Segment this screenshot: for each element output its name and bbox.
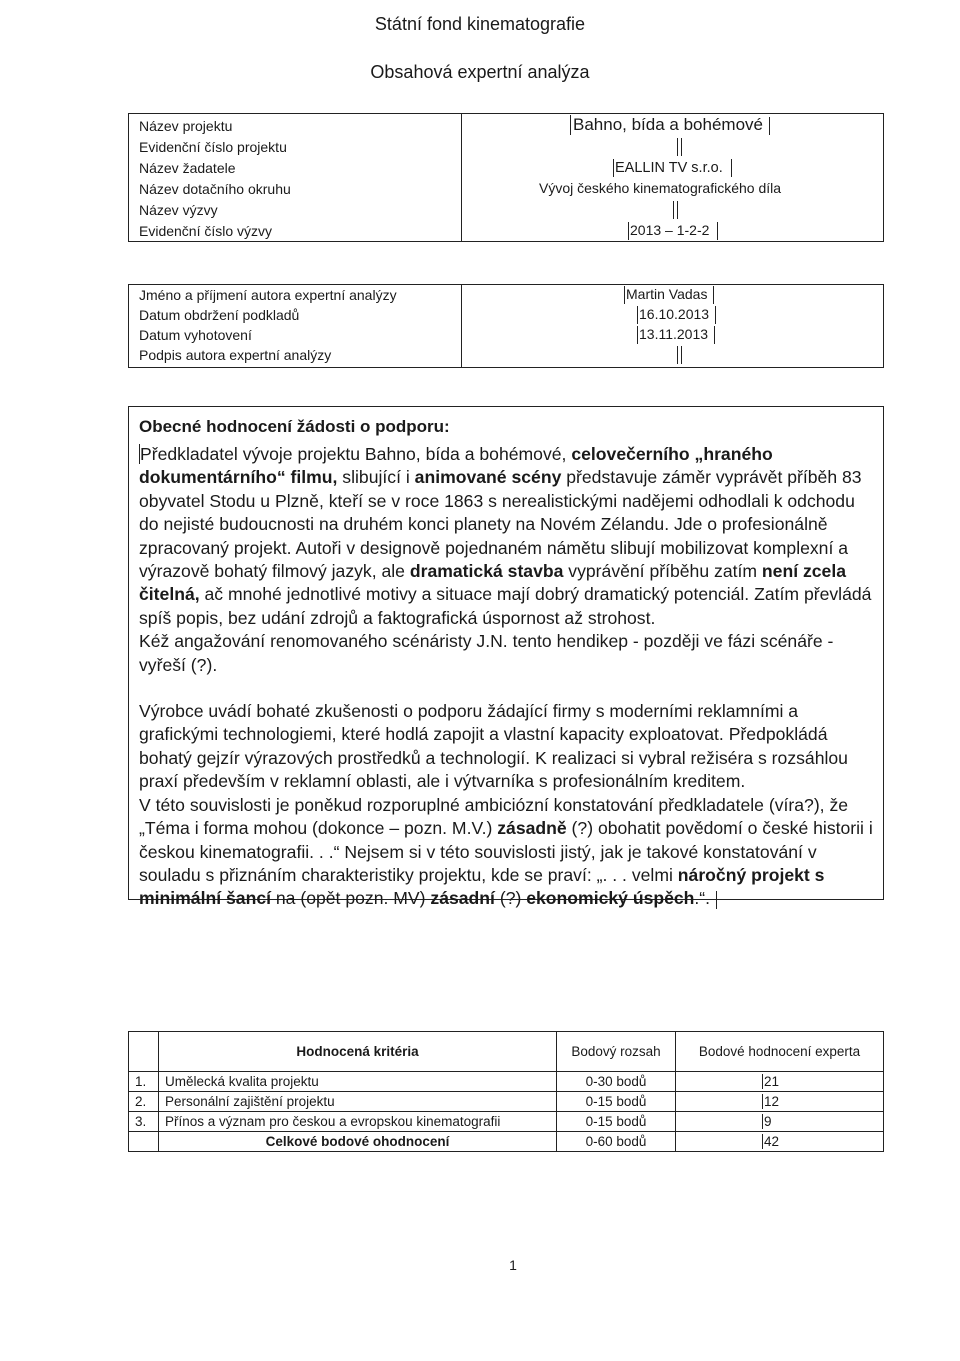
total-row: [129, 1132, 884, 1152]
value-received: 16.10.2013: [637, 306, 716, 324]
value-author: Martin Vadas: [624, 286, 714, 304]
document-title: Obsahová expertní analýza: [370, 62, 590, 82]
column-divider: [461, 114, 462, 241]
column-divider: [461, 285, 462, 367]
header-criteria: Hodnocená kritéria: [159, 1032, 557, 1072]
value-program: Vývoj českého kinematografického díla: [539, 180, 782, 196]
row-range: 0-30 bodů: [557, 1072, 676, 1092]
label-completed: Datum vyhotovení: [139, 327, 252, 343]
criteria-table: [128, 1031, 884, 1152]
header-range: Bodový rozsah: [557, 1032, 676, 1072]
row-number: 3.: [129, 1112, 159, 1132]
evaluation-box: [128, 406, 884, 909]
row-range: 0-15 bodů: [557, 1092, 676, 1112]
value-call-number: 2013 – 1-2-2: [628, 222, 718, 240]
row-number: 1.: [129, 1072, 159, 1092]
signature-mark: [677, 346, 682, 364]
author-info-table: [128, 284, 884, 368]
label-received: Datum obdržení podkladů: [139, 307, 300, 323]
row-score: 12: [676, 1092, 884, 1112]
value-completed: 13.11.2013: [637, 326, 715, 344]
evaluation-paragraph-2: Výrobce uvádí bohaté zkušenosti o podporu žádající firmy s moderními reklamními a grafickými technologiemi, které hodlá zapojit a vlastní kapacity exploatovat. Předpokládá bohatý gejzír výrazových prostředků a technologií. K realizaci si vybral režiséra s rozsáhlou praxí především v reklamní oblasti, ale i výtvarníka s profesionálním kreditem. V této souvislosti je poněkud rozporuplné ambiciózní konstatování předkladatele (víra?), že „Téma i forma mohou (dokonce – pozn. M.V.) zásadně (?) obohatit povědomí o české historii i českou kinematografii. . .“ Nejsem si v této souvislosti jistý, jak je takové konstatování v souladu s přiznáním charakteristiky projektu, kde se praví: „. . . velmi náročný projekt s minimální šancí na (opět pozn. MV) zásadní (?) ekonomický úspěch.“.: [139, 701, 873, 909]
header-score: Bodové hodnocení experta: [676, 1032, 884, 1072]
label-applicant: Název žadatele: [139, 160, 236, 176]
row-range: 0-15 bodů: [557, 1112, 676, 1132]
table-row: [129, 1092, 884, 1112]
label-call-number: Evidenční číslo výzvy: [139, 223, 273, 239]
row-score: 21: [676, 1072, 884, 1092]
total-score: 42: [676, 1132, 884, 1152]
criteria-header-row: [129, 1032, 884, 1072]
label-author: Jméno a příjmení autora expertní analýzy: [139, 287, 397, 303]
evaluation-text: [139, 443, 875, 911]
table-row: [129, 1072, 884, 1092]
label-signature: Podpis autora expertní analýzy: [139, 347, 332, 363]
organization-title: Státní fond kinematografie: [374, 14, 586, 34]
row-criterion: Umělecká kvalita projektu: [159, 1072, 557, 1092]
page-number: 1: [509, 1257, 517, 1273]
value-applicant: EALLIN TV s.r.o.: [613, 159, 732, 177]
row-number: 2.: [129, 1092, 159, 1112]
evaluation-title: Obecné hodnocení žádosti o podporu:: [139, 417, 450, 436]
table-row: [129, 1112, 884, 1132]
value-project-name: Bahno, bída a bohémové: [570, 115, 770, 135]
project-info-table: [128, 113, 884, 242]
label-program: Název dotačního okruhu: [139, 181, 291, 197]
row-criterion: Přínos a význam pro českou a evropskou kinematografii: [159, 1112, 557, 1132]
total-range: 0-60 bodů: [557, 1132, 676, 1152]
row-score: 9: [676, 1112, 884, 1132]
row-criterion: Personální zajištění projektu: [159, 1092, 557, 1112]
label-project-name: Název projektu: [139, 118, 233, 134]
total-label: Celkové bodové ohodnocení: [159, 1132, 557, 1152]
label-project-number: Evidenční číslo projektu: [139, 139, 287, 155]
cursor-mark: [677, 138, 682, 156]
cursor-mark: [673, 201, 678, 219]
evaluation-paragraph-1: Předkladatel vývoje projektu Bahno, bída a bohémové, celovečerního „hraného dokumentárního“ filmu, slibující i animované scény představuje záměr vyprávět příběh 83 obyvatel Stodu u Plzně, kteří se v roce 1863 s nerealistickými nadějemi odhodlali k odchodu do nejisté budoucnosti na druhém konci planety na Novém Zélandu. Jde o profesionálně zpracovaný projekt. Autoři v designově pojednaném námětu slibují mobilizovat komplexní a výrazově bohatý filmový jazyk, ale dramatická stavba vyprávění příběhu zatím není zcela čitelná, ač mnohé jednotlivé motivy a situace mají dobrý dramatický potenciál. Zatím převládá spíš popis, bez udání zdrojů a faktografická úspornost až strohost. Kéž angažování renomovaného scénáristy J.N. tento hendikep - později ve fázi scénáře - vyřeší (?).: [139, 444, 872, 675]
label-call-name: Název výzvy: [139, 202, 218, 218]
